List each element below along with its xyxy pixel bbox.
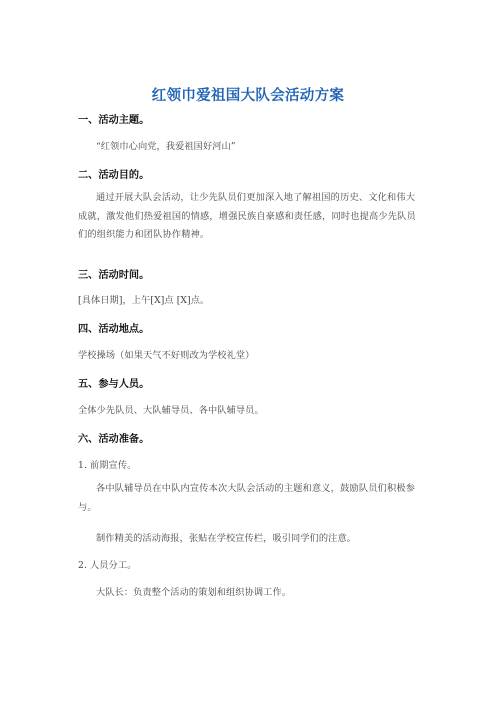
- prep-item1-title: 1. 前期宣传。: [78, 460, 137, 471]
- participants-text: 全体少先队员、大队辅导员、各中队辅导员。: [78, 405, 264, 416]
- prep-item2-title: 2. 人员分工。: [78, 560, 137, 571]
- prep-item1-paragraph2: 制作精美的活动海报，张贴在学校宣传栏，吸引同学们的注意。: [96, 533, 357, 544]
- time-text: [具体日期]，上午[X]点 [X]点。: [78, 295, 210, 306]
- heading-preparation: 六、活动准备。: [78, 434, 150, 445]
- purpose-paragraph: 通过开展大队会活动，让少先队员们更加深入地了解祖国的历史、文化和伟大成就，激发他们热爱祖国的情感，增强民族自豪感和责任感，同时也提高少先队员们的组织能力和团队协作精神。: [78, 192, 416, 240]
- heading-purpose: 二、活动目的。: [78, 170, 150, 181]
- heading-theme: 一、活动主题。: [78, 115, 150, 126]
- document-title: 红领巾爱祖国大队会活动方案: [151, 88, 345, 104]
- location-text: 学校操场（如果天气不好则改为学校礼堂）: [78, 350, 255, 361]
- theme-text: “红领巾心向党，我爱祖国好河山”: [96, 141, 236, 152]
- heading-location: 四、活动地点。: [78, 324, 150, 335]
- heading-participants: 五、参与人员。: [78, 379, 150, 390]
- prep-item1-paragraph1: 各中队辅导员在中队内宣传本次大队会活动的主题和意义，鼓励队员们积极参与。: [78, 483, 416, 513]
- heading-time: 三、活动时间。: [78, 270, 150, 281]
- prep-item2-paragraph1: 大队长：负责整个活动的策划和组织协调工作。: [96, 587, 292, 598]
